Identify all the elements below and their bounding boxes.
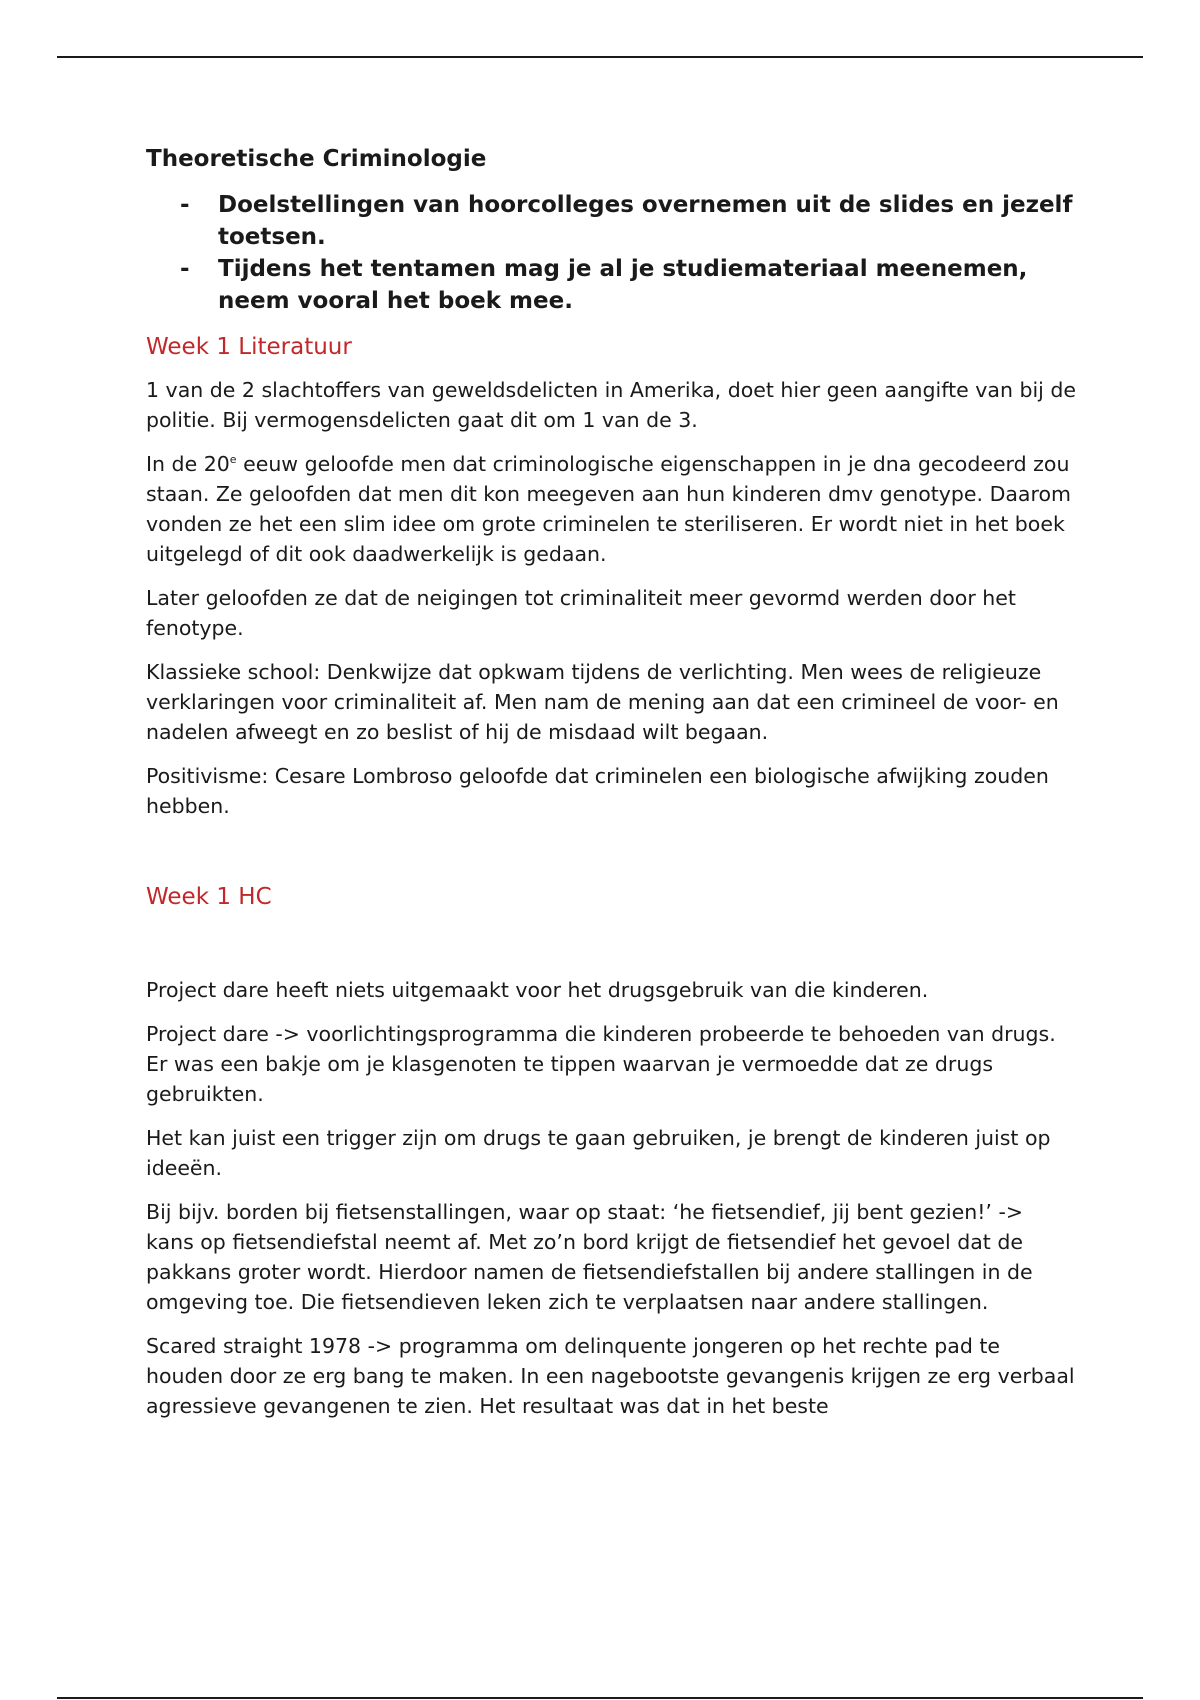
goals-list [146,189,1076,317]
document-body [146,143,1076,1435]
paragraph-text-start: In de 20 [146,452,230,476]
ordinal-superscript: e [229,453,237,467]
paragraph: 1 van de 2 slachtoffers van geweldsdelicten in Amerika, doet hier geen aangifte van bij de politie. Bij vermogensdelicten gaat dit om 1 van de 3. [146,378,1076,432]
blank-space [146,835,1076,881]
page-top-rule [57,56,1143,58]
paragraph: Het kan juist een trigger zijn om drugs te gaan gebruiken, je brengt de kinderen juist op ideeën. [146,1126,1051,1180]
bullet-text: Doelstellingen van hoorcolleges overnemen uit de slides en jezelf toetsen. [218,192,1073,250]
paragraph: Klassieke school: Denkwijze dat opkwam tijdens de verlichting. Men wees de religieuze verklaringen voor criminaliteit af. Men nam de mening aan dat een crimineel de voor- en nadelen afweegt en zo beslist of hij de misdaad wilt begaan. [146,660,1059,744]
paragraph: Later geloofden ze dat de neigingen tot criminaliteit meer gevormd werden door het fenotype. [146,586,1016,640]
section-heading-week1-literatuur: Week 1 Literatuur [146,334,352,360]
paragraph-20th-century [146,449,1076,569]
paragraph: Positivisme: Cesare Lombroso geloofde dat criminelen een biologische afwijking zouden hebben. [146,764,1049,818]
document-title: Theoretische Criminologie [146,146,487,172]
paragraph-text-rest: eeuw geloofde men dat criminologische eigenschappen in je dna gecodeerd zou staan. Ze geloofden dat men dit kon meegeven aan hun kinderen dmv genotype. Daarom vonden ze het een slim idee om grote criminelen te steriliseren. Er wordt niet in het boek uitgelegd of dit ook daadwerkelijk is gedaan. [146,452,1071,566]
list-item [146,189,1076,253]
paragraph: Project dare heeft niets uitgemaakt voor het drugsgebruik van die kinderen. [146,978,929,1002]
bullet-dash: - [180,256,190,282]
bullet-text: Tijdens het tentamen mag je al je studiemateriaal meenemen, neem vooral het boek mee. [218,256,1028,314]
paragraph: Bij bijv. borden bij fietsenstallingen, waar op staat: ‘he fietsendief, jij bent gezien!’ -> kans op fietsendiefstal neemt af. Met zo’n bord krijgt de fietsendief het gevoel dat de pakkans groter wordt. Hierdoor namen de fietsendiefstallen bij andere stallingen in de omgeving toe. Die fietsendieven leken zich te verplaatsen naar andere stallingen. [146,1200,1033,1314]
section-heading-week1-hc: Week 1 HC [146,884,272,910]
list-item [146,253,1076,317]
blank-space [146,925,1076,975]
paragraph: Project dare -> voorlichtingsprogramma die kinderen probeerde te behoeden van drugs. Er was een bakje om je klasgenoten te tippen waarvan je vermoedde dat ze drugs gebruikten. [146,1022,1056,1106]
bullet-dash: - [180,192,190,218]
page-bottom-rule [57,1697,1143,1699]
paragraph: Scared straight 1978 -> programma om delinquente jongeren op het rechte pad te houden door ze erg bang te maken. In een nagebootste gevangenis krijgen ze erg verbaal agressieve gevangenen te zien. Het resultaat was dat in het beste [146,1334,1075,1418]
